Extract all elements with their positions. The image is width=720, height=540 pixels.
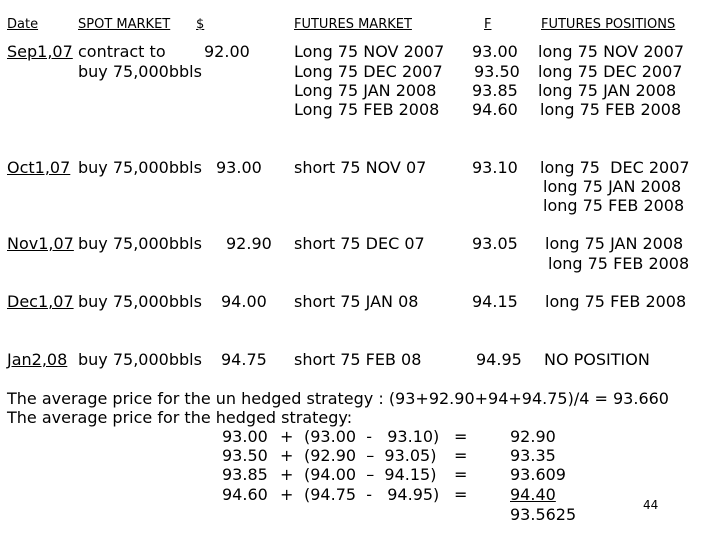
- spot-text: buy 75,000bbls: [78, 292, 202, 311]
- futures-entry: short 75 DEC 07: [294, 234, 425, 253]
- futures-entry: Long 75 DEC 2007: [294, 62, 443, 81]
- calc-result: 94.40: [510, 485, 556, 504]
- spot-text: buy 75,000bbls: [78, 62, 202, 81]
- futures-entry: short 75 FEB 08: [294, 350, 422, 369]
- spot-text: contract to: [78, 42, 166, 61]
- futures-entry: Long 75 NOV 2007: [294, 42, 445, 61]
- calc-equals: =: [454, 485, 468, 504]
- hedged-average-text: The average price for the hedged strategy:: [7, 408, 353, 427]
- header-futures-market: FUTURES MARKET: [294, 17, 412, 32]
- position-entry: long 75 JAN 2008: [538, 81, 677, 100]
- futures-entry: Long 75 JAN 2008: [294, 81, 437, 100]
- calc-plus: +: [280, 465, 294, 484]
- row-date: Oct1,07: [7, 158, 71, 177]
- futures-entry: short 75 JAN 08: [294, 292, 419, 311]
- row-date: Nov1,07: [7, 234, 74, 253]
- page-number: 44: [643, 498, 659, 512]
- calc-plus: +: [280, 427, 294, 446]
- spot-price: 94.75: [221, 350, 267, 369]
- calc-futures-price: 94.60: [222, 485, 268, 504]
- header-futures-positions: FUTURES POSITIONS: [541, 17, 676, 32]
- futures-price: 93.85: [472, 81, 518, 100]
- spot-text: buy 75,000bbls: [78, 234, 202, 253]
- unhedged-average-text: The average price for the un hedged strategy : (93+92.90+94+94.75)/4 = 93.660: [7, 389, 669, 408]
- position-entry: long 75 DEC 2007: [540, 158, 690, 177]
- row-date: Sep1,07: [7, 42, 73, 61]
- calc-expression: (94.00 – 94.15): [304, 465, 437, 484]
- futures-price: 94.60: [472, 100, 518, 119]
- calc-equals: =: [454, 465, 468, 484]
- futures-price: 94.15: [472, 292, 518, 311]
- calc-equals: =: [454, 427, 468, 446]
- position-entry: long 75 FEB 2008: [548, 254, 690, 273]
- calc-plus: +: [280, 485, 294, 504]
- calc-expression: (92.90 – 93.05): [304, 446, 437, 465]
- futures-price: 93.05: [472, 234, 518, 253]
- futures-entry: short 75 NOV 07: [294, 158, 427, 177]
- calc-equals: =: [454, 446, 468, 465]
- position-entry: NO POSITION: [544, 350, 650, 369]
- calc-expression: (93.00 - 93.10): [304, 427, 440, 446]
- calc-result: 92.90: [510, 427, 556, 446]
- hedged-average-result: 93.5625: [510, 505, 577, 524]
- calc-result: 93.35: [510, 446, 556, 465]
- futures-price: 93.50: [474, 62, 520, 81]
- spot-price: 92.90: [226, 234, 272, 253]
- calc-futures-price: 93.50: [222, 446, 268, 465]
- calc-futures-price: 93.00: [222, 427, 268, 446]
- header-futures-price: F: [484, 17, 492, 32]
- position-entry: long 75 NOV 2007: [538, 42, 685, 61]
- spot-text: buy 75,000bbls: [78, 350, 202, 369]
- header-date: Date: [7, 17, 39, 32]
- calc-plus: +: [280, 446, 294, 465]
- futures-entry: Long 75 FEB 2008: [294, 100, 440, 119]
- futures-price: 93.00: [472, 42, 518, 61]
- position-entry: long 75 DEC 2007: [538, 62, 683, 81]
- calc-expression: (94.75 - 94.95): [304, 485, 440, 504]
- spot-text: buy 75,000bbls: [78, 158, 202, 177]
- position-entry: long 75 JAN 2008: [543, 177, 682, 196]
- position-entry: long 75 FEB 2008: [540, 100, 682, 119]
- futures-price: 94.95: [476, 350, 522, 369]
- spot-price: 94.00: [221, 292, 267, 311]
- position-entry: long 75 JAN 2008: [545, 234, 684, 253]
- position-entry: long 75 FEB 2008: [543, 196, 685, 215]
- position-entry: long 75 FEB 2008: [545, 292, 687, 311]
- spot-price: 92.00: [204, 42, 250, 61]
- header-spot-market: SPOT MARKET: [78, 17, 171, 32]
- spot-price: 93.00: [216, 158, 262, 177]
- calc-futures-price: 93.85: [222, 465, 268, 484]
- row-date: Dec1,07: [7, 292, 74, 311]
- header-spot-price: $: [196, 17, 205, 32]
- row-date: Jan2,08: [7, 350, 68, 369]
- calc-result: 93.609: [510, 465, 566, 484]
- futures-price: 93.10: [472, 158, 518, 177]
